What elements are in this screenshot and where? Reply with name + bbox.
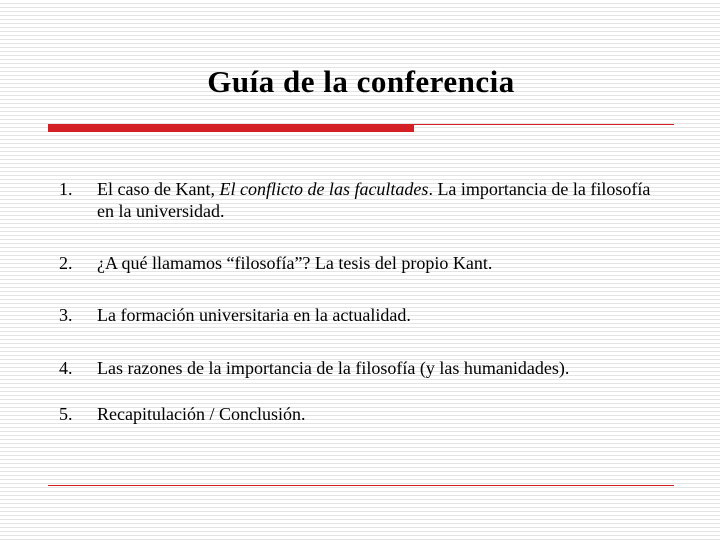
title-underline-thick [48,124,414,132]
agenda-item-number: 3. [59,305,73,325]
agenda-item-number: 1. [59,179,73,199]
slide-title: Guía de la conferencia [207,64,515,99]
agenda-item-number: 2. [59,253,73,273]
title-underline-thin [414,124,674,125]
agenda-item-number: 4. [59,358,73,378]
book-title: El conflicto de las facultades [219,179,429,199]
agenda-item-text-start: El caso de Kant, [97,179,220,199]
agenda-list [56,178,656,425]
agenda-item-text: ¿A qué llamamos “filosofía”? La tesis del propio Kant. [97,253,493,273]
agenda-item-text-end: . La importancia de la filosofía en la universidad. [97,179,651,221]
agenda-item-4 [56,357,656,379]
agenda-item-text: La formación universitaria en la actualidad. [97,305,411,325]
agenda-item-2 [56,252,656,274]
agenda-item-text: Las razones de la importancia de la filosofía (y las humanidades). [97,358,570,378]
agenda-item-text [97,178,656,222]
bottom-rule [48,485,674,486]
agenda-item-5 [56,403,656,425]
agenda-item-1 [56,178,656,222]
agenda-item-text: Recapitulación / Conclusión. [97,404,306,424]
agenda-item-number: 5. [59,404,73,424]
agenda-item-3 [56,304,656,326]
